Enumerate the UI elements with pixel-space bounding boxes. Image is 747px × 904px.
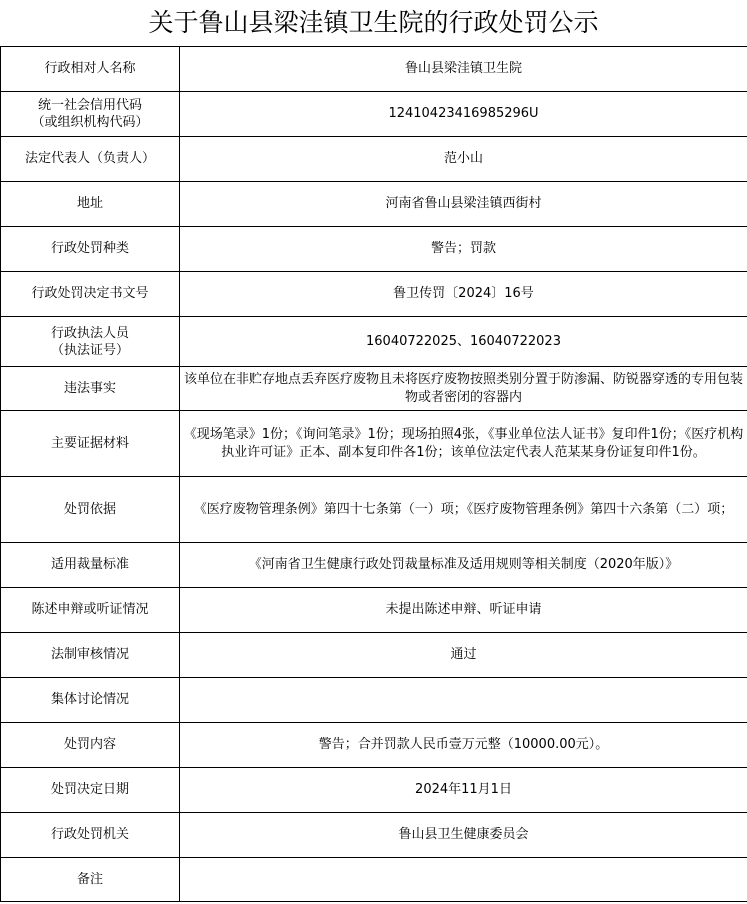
row-label: 集体讨论情况 <box>1 678 180 723</box>
row-value: 《医疗废物管理条例》第四十七条第（一）项；《医疗废物管理条例》第四十六条第（二）项； <box>180 477 747 543</box>
table-row <box>1 272 747 317</box>
table-row <box>1 633 747 678</box>
row-value: 未提出陈述申辩、听证申请 <box>180 588 747 633</box>
row-label: 法定代表人（负责人） <box>1 137 180 182</box>
row-value: 《现场笔录》1份；《询问笔录》1份；现场拍照4张，《事业单位法人证书》复印件1份；《医疗机构执业许可证》正本、副本复印件各1份；该单位法定代表人范某某身份证复印件1份。 <box>180 411 747 477</box>
page-title: 关于鲁山县梁洼镇卫生院的行政处罚公示 <box>148 8 599 37</box>
row-value: 2024年11月1日 <box>180 768 747 813</box>
table-row <box>1 723 747 768</box>
row-value: 河南省鲁山县梁洼镇西街村 <box>180 182 747 227</box>
row-label: 行政相对人名称 <box>1 47 180 92</box>
row-label: 违法事实 <box>1 367 180 411</box>
row-value: 《河南省卫生健康行政处罚裁量标准及适用规则等相关制度（2020年版）》 <box>180 543 747 588</box>
row-value: 该单位在非贮存地点丢弃医疗废物且未将医疗废物按照类别分置于防渗漏、防锐器穿透的专用包装物或者密闭的容器内 <box>180 367 747 411</box>
row-value: 警告；罚款 <box>180 227 747 272</box>
row-label: 处罚决定日期 <box>1 768 180 813</box>
row-value <box>180 678 747 723</box>
row-label: 陈述申辩或听证情况 <box>1 588 180 633</box>
row-label: 主要证据材料 <box>1 411 180 477</box>
table-row <box>1 92 747 137</box>
row-value: 鲁山县梁洼镇卫生院 <box>180 47 747 92</box>
table-row <box>1 411 747 477</box>
row-value: 通过 <box>180 633 747 678</box>
row-value: 警告；合并罚款人民币壹万元整（10000.00元）。 <box>180 723 747 768</box>
row-label: 适用裁量标准 <box>1 543 180 588</box>
row-label: 行政处罚种类 <box>1 227 180 272</box>
table-row <box>1 137 747 182</box>
row-label: 统一社会信用代码 （或组织机构代码） <box>1 92 180 137</box>
table-row <box>1 367 747 411</box>
table-row <box>1 227 747 272</box>
table-row <box>1 588 747 633</box>
row-value <box>180 858 747 902</box>
penalty-table <box>0 46 747 902</box>
table-row <box>1 813 747 858</box>
row-label: 处罚内容 <box>1 723 180 768</box>
table-row <box>1 47 747 92</box>
table-row <box>1 543 747 588</box>
row-value: 鲁卫传罚〔2024〕16号 <box>180 272 747 317</box>
table-row <box>1 317 747 367</box>
row-label: 行政处罚机关 <box>1 813 180 858</box>
table-row <box>1 858 747 902</box>
row-label: 地址 <box>1 182 180 227</box>
row-label: 备注 <box>1 858 180 902</box>
table-row <box>1 678 747 723</box>
row-value: 范小山 <box>180 137 747 182</box>
table-row <box>1 768 747 813</box>
row-value: 16040722025、16040722023 <box>180 317 747 367</box>
table-row <box>1 182 747 227</box>
row-label: 行政处罚决定书文号 <box>1 272 180 317</box>
row-value: 12410423416985296U <box>180 92 747 137</box>
row-label: 处罚依据 <box>1 477 180 543</box>
row-value: 鲁山县卫生健康委员会 <box>180 813 747 858</box>
row-label: 法制审核情况 <box>1 633 180 678</box>
row-label: 行政执法人员 （执法证号） <box>1 317 180 367</box>
table-row <box>1 477 747 543</box>
